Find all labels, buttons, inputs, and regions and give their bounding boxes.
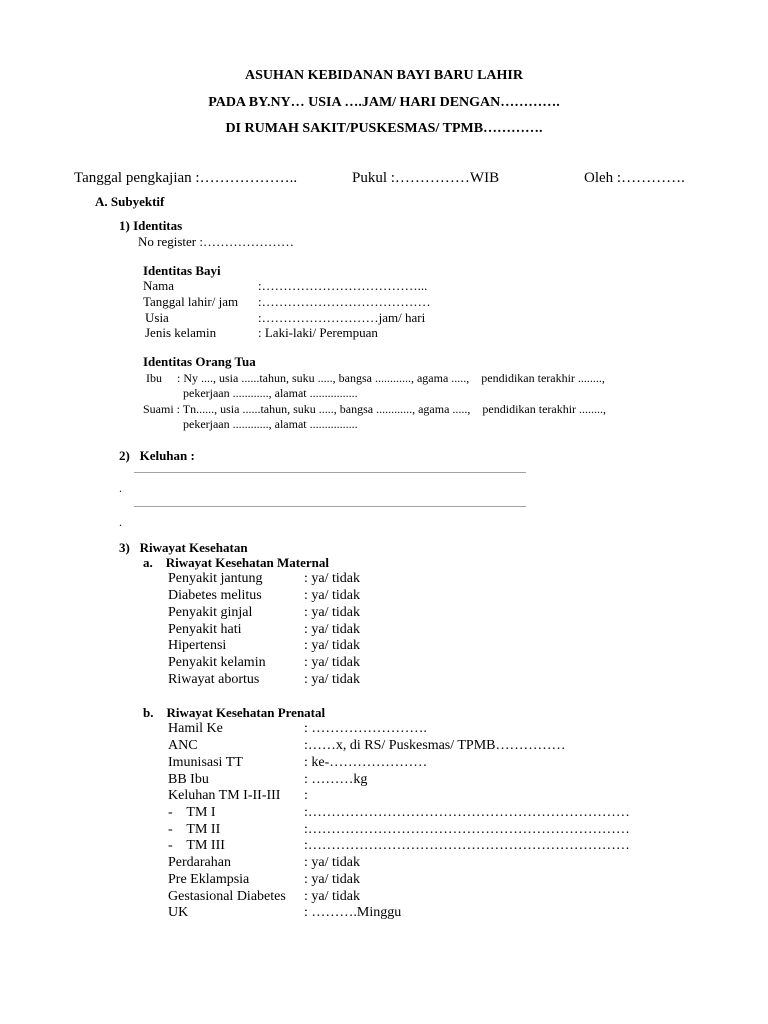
bayi-value-usia: :………………………jam/ hari [258,310,426,325]
prenatal-value: : ya/ tidak [304,855,360,870]
pukul: Pukul :……………WIB [352,170,500,186]
maternal-label: Penyakit kelamin [168,655,266,670]
keluhan-dot-line-1: .................................................................................................................................................................................................... [134,466,526,475]
prenatal-label: - TM II [168,822,221,837]
bayi-label-tanggal-lahir: Tanggal lahir/ jam [143,294,239,309]
prenatal-value: : ……….Minggu [304,905,402,920]
prenatal-value: : ke-………………… [304,755,428,770]
maternal-label: Diabetes melitus [168,588,262,603]
maternal-value: : ya/ tidak [304,605,360,620]
keluhan-dot-line-2: .................................................................................................................................................................................................... [134,500,526,509]
prenatal-label: Keluhan TM I-II-III [168,788,281,803]
bayi-label-nama: Nama [143,278,175,293]
section-subyektif-title: A. Subyektif [95,194,165,209]
identitas-bayi-heading: Identitas Bayi [143,263,221,278]
riwayat-heading: 3) Riwayat Kesehatan [119,540,248,555]
suami-line2: pekerjaan ............, alamat ................ [183,417,358,431]
maternal-label: Penyakit ginjal [168,605,253,620]
keluhan-heading: 2) Keluhan : [119,448,195,463]
maternal-value: : ya/ tidak [304,672,360,687]
prenatal-label: Pre Eklampsia [168,872,250,887]
doc-title-line2: PADA BY.NY… USIA ….JAM/ HARI DENGAN…………. [208,95,560,110]
prenatal-label: UK [168,905,189,920]
doc-title-line3: DI RUMAH SAKIT/PUSKESMAS/ TPMB…………. [225,121,543,136]
prenatal-value: : ya/ tidak [304,889,360,904]
prenatal-value: :……x, di RS/ Puskesmas/ TPMB…………… [304,738,566,753]
prenatal-label: Imunisasi TT [168,755,243,770]
prenatal-value: : ………kg [304,772,368,787]
prenatal-label: - TM I [168,805,216,820]
suami-line1: Suami : Tn......, usia ......tahun, suku ....., bangsa ............, agama ....., pendidikan terakhir ........, [143,402,607,416]
prenatal-label: Perdarahan [168,855,231,870]
prenatal-label: Hamil Ke [168,721,223,736]
prenatal-heading: b. Riwayat Kesehatan Prenatal [143,705,326,720]
maternal-label: Penyakit hati [168,622,242,637]
bayi-value-jenis-kelamin: : Laki-laki/ Perempuan [258,325,378,340]
ibu-line2: pekerjaan ............, alamat ................ [183,386,358,400]
bayi-value-nama: :………………………………... [258,278,428,293]
prenatal-label: - TM III [168,838,225,853]
maternal-value: : ya/ tidak [304,638,360,653]
bayi-label-usia: Usia [145,310,169,325]
prenatal-value: :…………………………………………………………… [304,822,630,837]
oleh: Oleh :…………. [584,170,685,186]
maternal-value: : ya/ tidak [304,571,360,586]
prenatal-value: :…………………………………………………………… [304,805,630,820]
ibu-line1: Ibu : Ny ...., usia ......tahun, suku ....., bangsa ............, agama ....., pendidikan terakhir ........, [146,371,605,385]
prenatal-label: BB Ibu [168,772,209,787]
maternal-label: Riwayat abortus [168,672,260,687]
bayi-value-tanggal-lahir: :………………………………… [258,294,431,309]
tanggal-pengkajian: Tanggal pengkajian :……………….. [74,170,298,186]
bayi-label-jenis-kelamin: Jenis kelamin [145,325,217,340]
maternal-label: Penyakit jantung [168,571,263,586]
maternal-label: Hipertensi [168,638,227,653]
prenatal-value: : [304,788,308,803]
maternal-value: : ya/ tidak [304,622,360,637]
maternal-value: : ya/ tidak [304,588,360,603]
prenatal-label: Gestasional Diabetes [168,889,286,904]
prenatal-value: : ya/ tidak [304,872,360,887]
maternal-value: : ya/ tidak [304,655,360,670]
keluhan-line-end-2: . [119,515,122,529]
doc-title-line1: ASUHAN KEBIDANAN BAYI BARU LAHIR [245,68,523,83]
prenatal-label: ANC [168,738,198,753]
prenatal-value: : ……………………. [304,721,427,736]
no-register: No register :………………… [138,234,294,249]
identitas-ortu-heading: Identitas Orang Tua [143,354,256,369]
keluhan-line-end-1: . [119,481,122,495]
maternal-heading: a. Riwayat Kesehatan Maternal [143,555,329,570]
identitas-heading: 1) Identitas [119,218,183,233]
prenatal-value: :…………………………………………………………… [304,838,630,853]
